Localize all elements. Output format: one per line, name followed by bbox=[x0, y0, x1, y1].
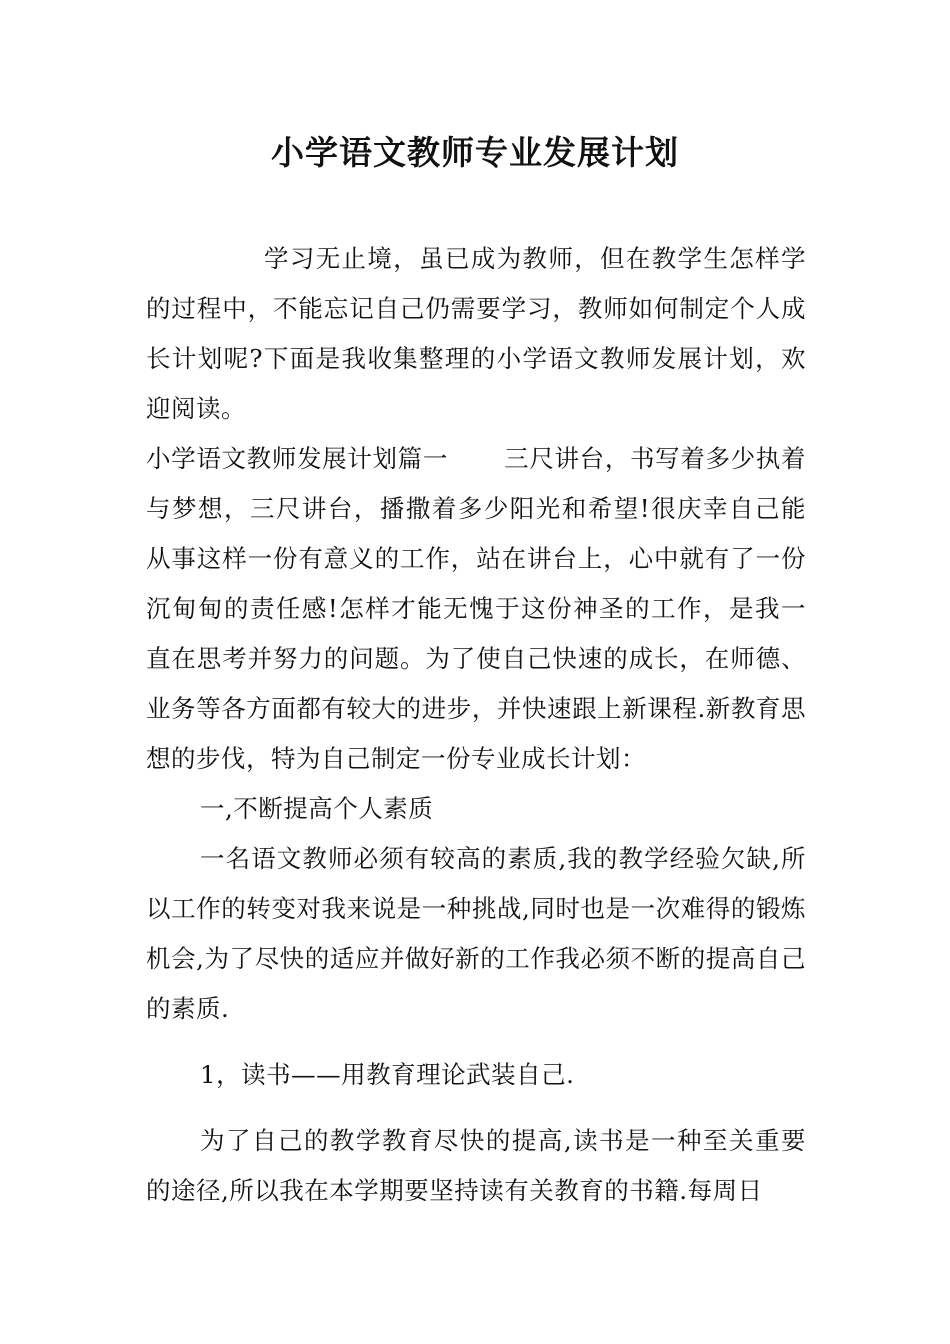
heading-1-1: 1，读书——用教育理论武装自己. bbox=[200, 1060, 575, 1089]
section-text: 三尺讲台，书写着多少执着与梦想，三尺讲台，播撒着多少阳光和希望!很庆幸自己能从事这样一份有意义的工作，站在讲台上，心中就有了一份沉甸甸的责任感!怎样才能无愧于这份神圣的工作，是我一直在思考并努力的问题。为了使自己快速的成长，在师德、业务等各方面都有较大的进步，并快速跟上新课程.新教育思想的步伐，特为自己制定一份专业成长计划： bbox=[146, 444, 806, 773]
section-heading: 小学语文教师发展计划篇一 bbox=[146, 444, 448, 473]
document-title: 小学语文教师专业发展计划 bbox=[271, 133, 679, 172]
section-paragraph bbox=[146, 434, 806, 784]
paragraph-1: 一名语文教师必须有较高的素质,我的教学经验欠缺,所以工作的转变对我来说是一种挑战,同时也是一次难得的锻炼机会,为了尽快的适应并做好新的工作我必须不断的提高自己的素质. bbox=[146, 844, 806, 1023]
heading-1: 一,不断提高个人素质 bbox=[200, 794, 434, 823]
document-body bbox=[146, 234, 806, 1216]
intro-paragraph: 学习无止境，虽已成为教师，但在教学生怎样学的过程中，不能忘记自己仍需要学习，教师如何制定个人成长计划呢?下面是我收集整理的小学语文教师发展计划，欢迎阅读。 bbox=[146, 244, 806, 423]
paragraph-1-1: 为了自己的教学教育尽快的提高,读书是一种至关重要的途径,所以我在本学期要坚持读有关教育的书籍.每周日 bbox=[146, 1126, 806, 1205]
